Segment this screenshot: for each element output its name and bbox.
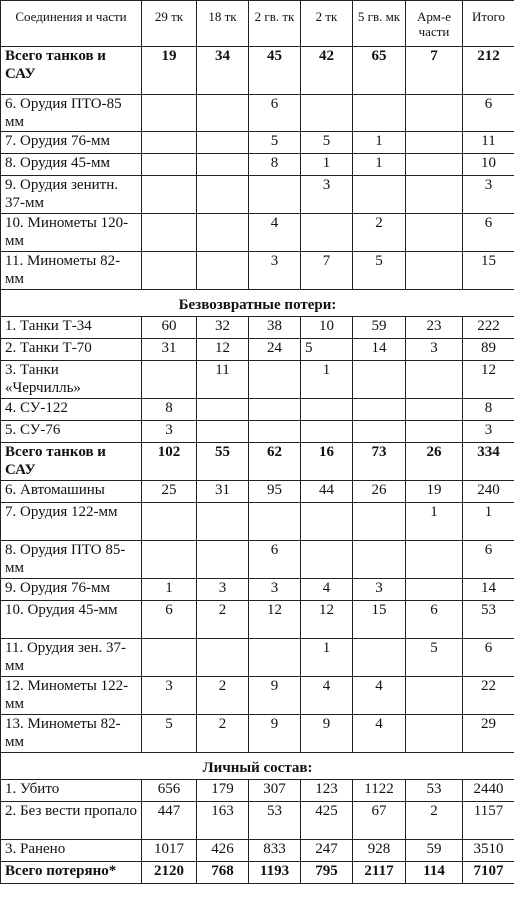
cell-value bbox=[406, 715, 463, 753]
cell-value: 5 bbox=[406, 639, 463, 677]
cell-value: 4 bbox=[301, 579, 353, 601]
row-label: 1. Убито bbox=[1, 780, 142, 802]
cell-value: 4 bbox=[249, 214, 301, 252]
table-row bbox=[1, 481, 514, 503]
cell-value: 334 bbox=[463, 443, 514, 481]
table-row bbox=[1, 339, 514, 361]
cell-value: 768 bbox=[197, 862, 249, 884]
cell-value bbox=[197, 541, 249, 579]
table-row bbox=[1, 132, 514, 154]
cell-value bbox=[197, 421, 249, 443]
cell-value bbox=[142, 176, 197, 214]
cell-value: 2 bbox=[197, 715, 249, 753]
table-row bbox=[1, 252, 514, 290]
block-personnel-heading bbox=[1, 753, 514, 780]
cell-value: 62 bbox=[249, 443, 301, 481]
cell-value bbox=[301, 421, 353, 443]
row-label: 7. Орудия 122-мм bbox=[1, 503, 142, 541]
cell-value: 12 bbox=[249, 601, 301, 639]
cell-value: 12 bbox=[301, 601, 353, 639]
cell-value: 6 bbox=[463, 541, 514, 579]
row-label: 3. Танки «Черчилль» bbox=[1, 361, 142, 399]
cell-value: 8 bbox=[463, 399, 514, 421]
cell-value: 55 bbox=[197, 443, 249, 481]
table-row bbox=[1, 579, 514, 601]
table-row bbox=[1, 802, 514, 840]
cell-value: 102 bbox=[142, 443, 197, 481]
cell-value bbox=[406, 399, 463, 421]
cell-value: 656 bbox=[142, 780, 197, 802]
table-row bbox=[1, 47, 514, 95]
row-label: 1. Танки Т-34 bbox=[1, 317, 142, 339]
cell-value: 3 bbox=[463, 176, 514, 214]
header-2-tk: 2 тк bbox=[301, 1, 353, 47]
cell-value: 59 bbox=[353, 317, 406, 339]
cell-value: 928 bbox=[353, 840, 406, 862]
cell-value bbox=[197, 252, 249, 290]
cell-value bbox=[197, 503, 249, 541]
cell-value bbox=[142, 95, 197, 132]
cell-value bbox=[406, 252, 463, 290]
cell-value: 73 bbox=[353, 443, 406, 481]
section-row bbox=[1, 290, 514, 317]
cell-value bbox=[142, 132, 197, 154]
cell-value: 26 bbox=[353, 481, 406, 503]
cell-value: 5 bbox=[142, 715, 197, 753]
cell-value bbox=[406, 541, 463, 579]
table-row bbox=[1, 715, 514, 753]
cell-value bbox=[406, 154, 463, 176]
cell-value bbox=[142, 252, 197, 290]
cell-value: 6 bbox=[249, 541, 301, 579]
cell-value: 2 bbox=[197, 601, 249, 639]
cell-value: 1017 bbox=[142, 840, 197, 862]
cell-value: 1 bbox=[406, 503, 463, 541]
cell-value: 1157 bbox=[463, 802, 514, 840]
cell-value: 3 bbox=[142, 421, 197, 443]
cell-value: 4 bbox=[353, 715, 406, 753]
cell-value: 23 bbox=[406, 317, 463, 339]
cell-value bbox=[301, 503, 353, 541]
cell-value: 5 bbox=[249, 132, 301, 154]
cell-value bbox=[406, 421, 463, 443]
cell-value: 9 bbox=[249, 715, 301, 753]
cell-value: 1 bbox=[301, 154, 353, 176]
cell-value bbox=[406, 214, 463, 252]
cell-value bbox=[197, 399, 249, 421]
cell-value bbox=[142, 541, 197, 579]
cell-value: 1 bbox=[142, 579, 197, 601]
table-row bbox=[1, 361, 514, 399]
cell-value bbox=[353, 541, 406, 579]
table-row bbox=[1, 840, 514, 862]
cell-value bbox=[353, 361, 406, 399]
cell-value: 89 bbox=[463, 339, 514, 361]
cell-value bbox=[353, 639, 406, 677]
cell-value bbox=[197, 176, 249, 214]
row-label: 9. Орудия 76-мм bbox=[1, 579, 142, 601]
cell-value: 2 bbox=[353, 214, 406, 252]
cell-value: 114 bbox=[406, 862, 463, 884]
cell-value bbox=[301, 541, 353, 579]
cell-value bbox=[142, 214, 197, 252]
cell-value: 3 bbox=[301, 176, 353, 214]
cell-value: 6 bbox=[406, 601, 463, 639]
cell-value bbox=[353, 95, 406, 132]
cell-value: 1 bbox=[301, 639, 353, 677]
cell-value: 3 bbox=[197, 579, 249, 601]
row-label: 2. Без вести пропало bbox=[1, 802, 142, 840]
row-label: 11. Минометы 82-мм bbox=[1, 252, 142, 290]
cell-value: 3 bbox=[249, 579, 301, 601]
cell-value: 6 bbox=[142, 601, 197, 639]
cell-value: 19 bbox=[406, 481, 463, 503]
cell-value bbox=[353, 399, 406, 421]
cell-value: 5 bbox=[301, 339, 353, 361]
table-row bbox=[1, 95, 514, 132]
table-row bbox=[1, 421, 514, 443]
row-label: Всего потеряно* bbox=[1, 862, 142, 884]
cell-value: 3 bbox=[249, 252, 301, 290]
table-row bbox=[1, 677, 514, 715]
cell-value: 1 bbox=[301, 361, 353, 399]
cell-value: 163 bbox=[197, 802, 249, 840]
cell-value bbox=[353, 176, 406, 214]
header-units: Соединения и части bbox=[1, 1, 142, 47]
cell-value: 44 bbox=[301, 481, 353, 503]
row-label: 12. Минометы 122-мм bbox=[1, 677, 142, 715]
cell-value bbox=[249, 399, 301, 421]
header-18-tk: 18 тк bbox=[197, 1, 249, 47]
cell-value bbox=[406, 95, 463, 132]
cell-value: 2 bbox=[197, 677, 249, 715]
cell-value: 4 bbox=[301, 677, 353, 715]
cell-value bbox=[197, 639, 249, 677]
cell-value bbox=[301, 214, 353, 252]
cell-value: 34 bbox=[197, 47, 249, 95]
cell-value bbox=[197, 154, 249, 176]
cell-value: 8 bbox=[249, 154, 301, 176]
cell-value: 26 bbox=[406, 443, 463, 481]
cell-value: 15 bbox=[463, 252, 514, 290]
section-row bbox=[1, 753, 514, 780]
cell-value: 8 bbox=[142, 399, 197, 421]
row-label: 9. Орудия зенитн. 37-мм bbox=[1, 176, 142, 214]
cell-value bbox=[142, 361, 197, 399]
cell-value: 1 bbox=[463, 503, 514, 541]
cell-value: 3 bbox=[353, 579, 406, 601]
header-2-gv-tk: 2 гв. тк bbox=[249, 1, 301, 47]
row-label: 6. Автомашины bbox=[1, 481, 142, 503]
cell-value: 32 bbox=[197, 317, 249, 339]
cell-value: 29 bbox=[463, 715, 514, 753]
row-label: 10. Минометы 120-мм bbox=[1, 214, 142, 252]
row-label: Всего танков и САУ bbox=[1, 443, 142, 481]
header-row bbox=[1, 1, 514, 47]
cell-value: 10 bbox=[301, 317, 353, 339]
header-5-gv-mk: 5 гв. мк bbox=[353, 1, 406, 47]
cell-value: 45 bbox=[249, 47, 301, 95]
header-total: Итого bbox=[463, 1, 514, 47]
cell-value: 123 bbox=[301, 780, 353, 802]
table-row bbox=[1, 214, 514, 252]
row-label: 8. Орудия ПТО 85-мм bbox=[1, 541, 142, 579]
row-label: 4. СУ-122 bbox=[1, 399, 142, 421]
row-label: 11. Орудия зен. 37-мм bbox=[1, 639, 142, 677]
table-row bbox=[1, 317, 514, 339]
cell-value: 3 bbox=[463, 421, 514, 443]
cell-value: 6 bbox=[463, 214, 514, 252]
row-label: 10. Орудия 45-мм bbox=[1, 601, 142, 639]
cell-value: 53 bbox=[249, 802, 301, 840]
cell-value: 95 bbox=[249, 481, 301, 503]
cell-value bbox=[249, 361, 301, 399]
cell-value: 447 bbox=[142, 802, 197, 840]
cell-value: 11 bbox=[463, 132, 514, 154]
cell-value: 9 bbox=[301, 715, 353, 753]
cell-value: 3 bbox=[406, 339, 463, 361]
cell-value: 12 bbox=[463, 361, 514, 399]
cell-value: 3 bbox=[142, 677, 197, 715]
cell-value bbox=[142, 154, 197, 176]
cell-value bbox=[197, 95, 249, 132]
cell-value: 25 bbox=[142, 481, 197, 503]
cell-value bbox=[197, 214, 249, 252]
cell-value: 1122 bbox=[353, 780, 406, 802]
cell-value: 14 bbox=[463, 579, 514, 601]
cell-value bbox=[197, 132, 249, 154]
row-label: 6. Орудия ПТО-85 мм bbox=[1, 95, 142, 132]
block-personnel bbox=[1, 780, 514, 884]
table-row bbox=[1, 780, 514, 802]
cell-value: 2120 bbox=[142, 862, 197, 884]
cell-value bbox=[249, 503, 301, 541]
cell-value: 2117 bbox=[353, 862, 406, 884]
cell-value: 5 bbox=[353, 252, 406, 290]
cell-value: 22 bbox=[463, 677, 514, 715]
table-row bbox=[1, 639, 514, 677]
row-label: 7. Орудия 76-мм bbox=[1, 132, 142, 154]
cell-value: 307 bbox=[249, 780, 301, 802]
table-row bbox=[1, 399, 514, 421]
cell-value: 833 bbox=[249, 840, 301, 862]
cell-value bbox=[249, 639, 301, 677]
cell-value: 24 bbox=[249, 339, 301, 361]
cell-value: 65 bbox=[353, 47, 406, 95]
cell-value bbox=[301, 95, 353, 132]
row-label: 13. Минометы 82-мм bbox=[1, 715, 142, 753]
cell-value: 19 bbox=[142, 47, 197, 95]
table-row bbox=[1, 541, 514, 579]
table-row bbox=[1, 443, 514, 481]
cell-value bbox=[353, 421, 406, 443]
cell-value: 42 bbox=[301, 47, 353, 95]
header-29-tk: 29 тк bbox=[142, 1, 197, 47]
cell-value: 9 bbox=[249, 677, 301, 715]
table-row bbox=[1, 862, 514, 884]
cell-value: 247 bbox=[301, 840, 353, 862]
row-label: 8. Орудия 45-мм bbox=[1, 154, 142, 176]
cell-value: 222 bbox=[463, 317, 514, 339]
row-label: Всего танков и САУ bbox=[1, 47, 142, 95]
cell-value: 15 bbox=[353, 601, 406, 639]
row-label: 5. СУ-76 bbox=[1, 421, 142, 443]
cell-value: 179 bbox=[197, 780, 249, 802]
cell-value: 31 bbox=[142, 339, 197, 361]
cell-value bbox=[142, 503, 197, 541]
cell-value: 426 bbox=[197, 840, 249, 862]
table-row bbox=[1, 176, 514, 214]
table-row bbox=[1, 154, 514, 176]
table-row bbox=[1, 601, 514, 639]
row-label: 2. Танки Т-70 bbox=[1, 339, 142, 361]
cell-value: 1193 bbox=[249, 862, 301, 884]
cell-value: 1 bbox=[353, 132, 406, 154]
table-row bbox=[1, 503, 514, 541]
cell-value: 67 bbox=[353, 802, 406, 840]
cell-value: 6 bbox=[463, 639, 514, 677]
cell-value: 240 bbox=[463, 481, 514, 503]
cell-value: 6 bbox=[249, 95, 301, 132]
cell-value: 16 bbox=[301, 443, 353, 481]
cell-value: 1 bbox=[353, 154, 406, 176]
cell-value bbox=[301, 399, 353, 421]
cell-value: 7 bbox=[406, 47, 463, 95]
cell-value: 11 bbox=[197, 361, 249, 399]
cell-value: 53 bbox=[406, 780, 463, 802]
cell-value: 14 bbox=[353, 339, 406, 361]
cell-value: 3510 bbox=[463, 840, 514, 862]
section-title: Безвозвратные потери: bbox=[1, 290, 514, 317]
cell-value bbox=[353, 503, 406, 541]
cell-value: 31 bbox=[197, 481, 249, 503]
cell-value: 53 bbox=[463, 601, 514, 639]
cell-value bbox=[249, 176, 301, 214]
cell-value bbox=[406, 132, 463, 154]
cell-value: 212 bbox=[463, 47, 514, 95]
cell-value bbox=[249, 421, 301, 443]
block-damaged bbox=[1, 47, 514, 290]
row-label: 3. Ранено bbox=[1, 840, 142, 862]
cell-value: 12 bbox=[197, 339, 249, 361]
cell-value: 60 bbox=[142, 317, 197, 339]
cell-value: 38 bbox=[249, 317, 301, 339]
block-irrecoverable-heading bbox=[1, 290, 514, 317]
cell-value: 795 bbox=[301, 862, 353, 884]
table-header bbox=[1, 1, 514, 47]
cell-value: 425 bbox=[301, 802, 353, 840]
cell-value bbox=[406, 579, 463, 601]
cell-value: 2 bbox=[406, 802, 463, 840]
cell-value: 6 bbox=[463, 95, 514, 132]
cell-value: 59 bbox=[406, 840, 463, 862]
cell-value: 2440 bbox=[463, 780, 514, 802]
cell-value: 10 bbox=[463, 154, 514, 176]
cell-value bbox=[406, 677, 463, 715]
header-army-units: Арм-е части bbox=[406, 1, 463, 47]
cell-value bbox=[406, 176, 463, 214]
cell-value: 5 bbox=[301, 132, 353, 154]
cell-value: 7107 bbox=[463, 862, 514, 884]
section-title: Личный состав: bbox=[1, 753, 514, 780]
block-irrecoverable bbox=[1, 317, 514, 753]
cell-value bbox=[406, 361, 463, 399]
cell-value: 4 bbox=[353, 677, 406, 715]
cell-value: 7 bbox=[301, 252, 353, 290]
cell-value bbox=[142, 639, 197, 677]
